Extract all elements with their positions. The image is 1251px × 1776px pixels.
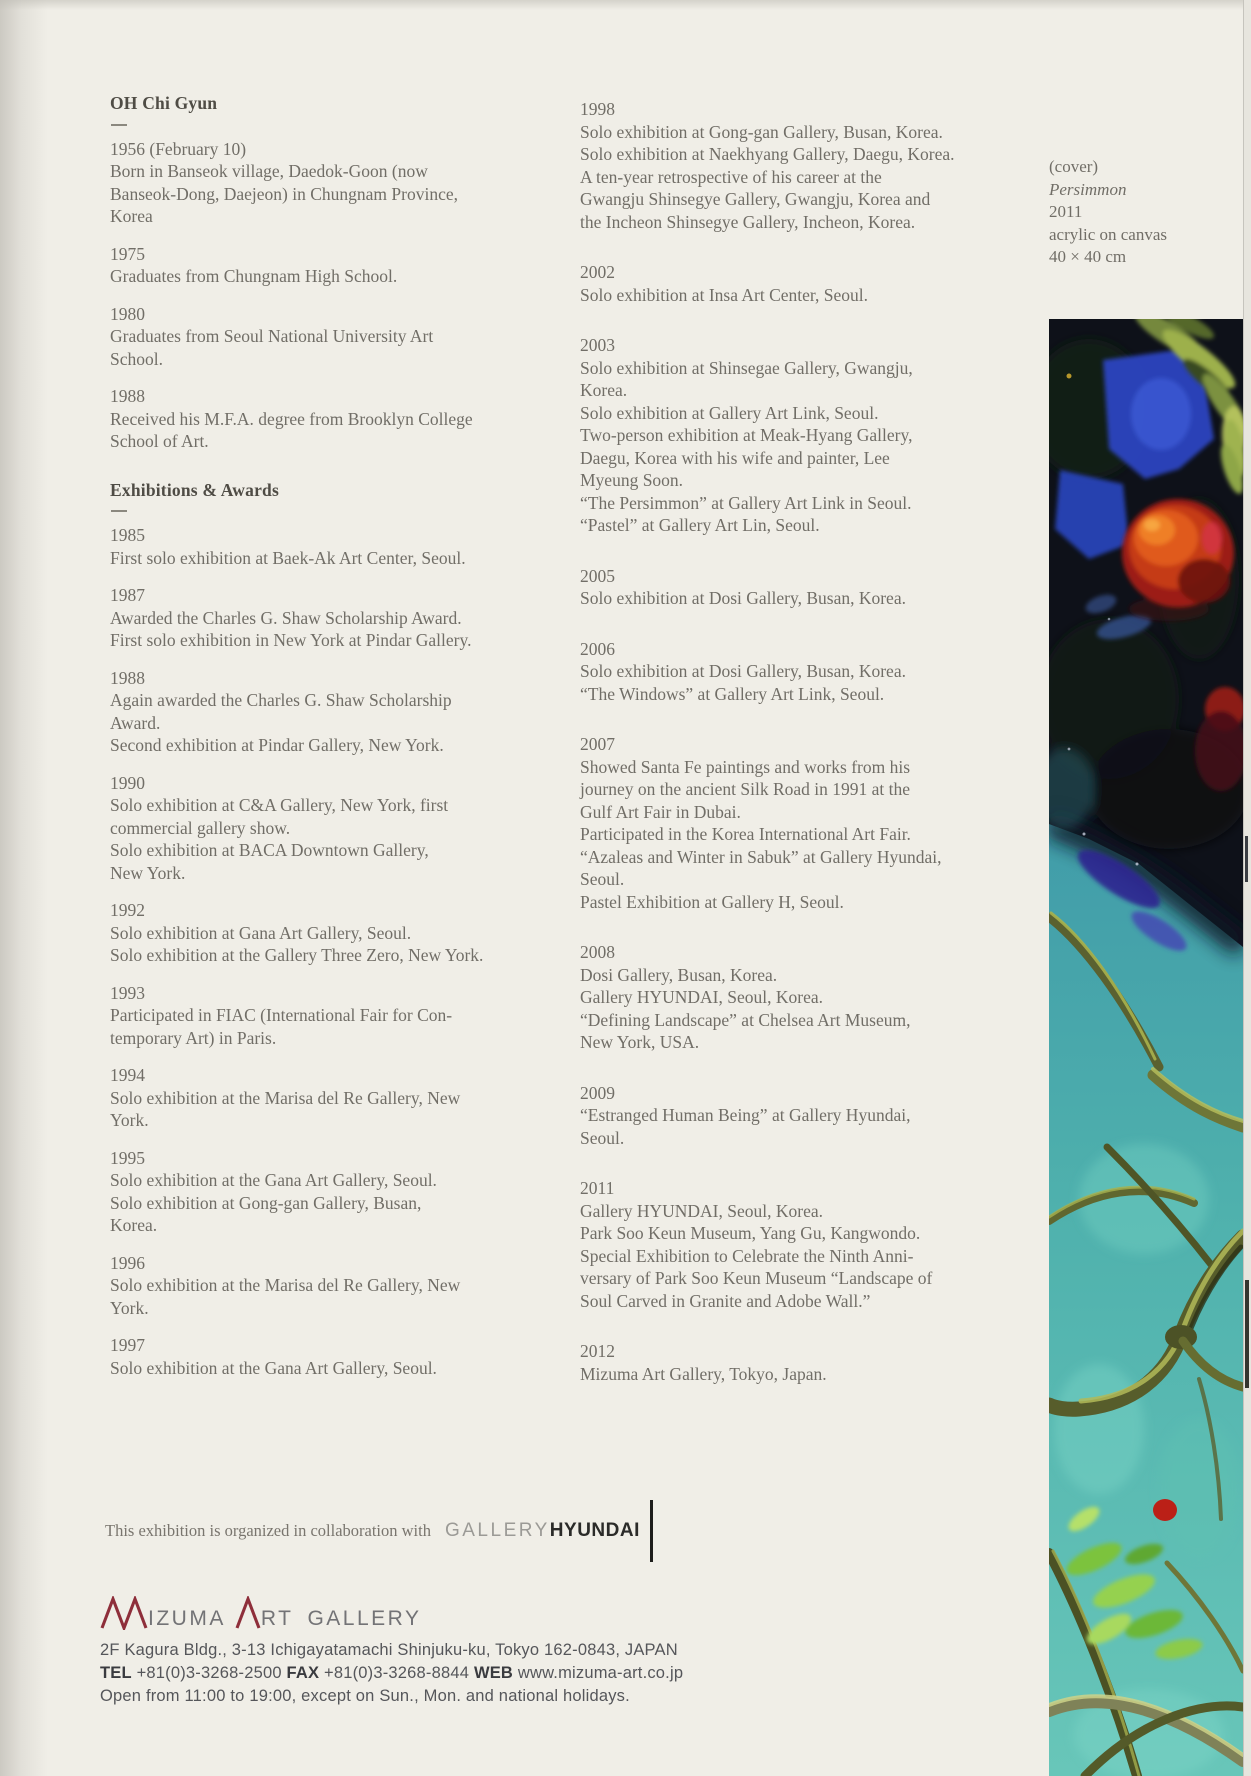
entry-line: Korea. (110, 1215, 158, 1235)
timeline-entry (580, 638, 1045, 706)
header-rule (111, 124, 127, 126)
artist-name: OH Chi Gyun (110, 93, 218, 113)
entry-line: A ten-year retrospective of his career at the (580, 166, 882, 187)
entry-year: 2005 (580, 565, 615, 586)
cover-artwork-year: 2011 (1049, 202, 1083, 221)
timeline-entry (110, 524, 565, 569)
entry-line: Solo exhibition at the Gana Art Gallery, Seoul. (110, 1170, 437, 1190)
cover-artwork-title: Persimmon (1049, 179, 1127, 199)
bio-entry-list (110, 138, 565, 453)
fax-value: +81(0)3-3268-8844 (324, 1664, 470, 1682)
entry-line: York. (110, 1297, 149, 1318)
entry-line: Gwangju Shinsegye Gallery, Gwangju, Korea and (580, 189, 931, 209)
entry-line: “The Windows” at Gallery Art Link, Seoul. (580, 683, 885, 704)
mizuma-logo-gallery: GALLERY (307, 1607, 422, 1630)
timeline-column (580, 92, 1045, 1385)
gallery-hyundai-logo-hyundai: HYUNDAI (549, 1520, 640, 1541)
entry-line: Park Soo Keun Museum, Yang Gu, Kangwondo. (580, 1223, 921, 1243)
timeline-entry (580, 261, 1045, 306)
entry-year: 1994 (110, 1065, 145, 1085)
entry-line: Solo exhibition at Dosi Gallery, Busan, Korea. (580, 661, 906, 681)
entry-line: Participated in FIAC (International Fair for Con- (110, 1005, 453, 1025)
timeline-entry (580, 565, 1045, 610)
timeline-entry (110, 584, 565, 652)
timeline-entry (110, 772, 565, 885)
web-value: www.mizuma-art.co.jp (517, 1664, 684, 1682)
entry-line: Korea (110, 206, 153, 226)
entry-line: Soul Carved in Granite and Adobe Wall.” (580, 1290, 871, 1311)
timeline-entry (110, 138, 565, 228)
entry-line: Award. (110, 712, 161, 733)
entry-line: Two-person exhibition at Meak-Hyang Gallery, (580, 425, 913, 445)
entry-line: Graduates from Seoul National University Art (110, 326, 434, 346)
timeline-entry-list (580, 98, 1045, 1385)
gallery-hyundai-logo-bar (650, 1500, 653, 1562)
entry-year: 1988 (110, 667, 145, 688)
entry-line: “Azaleas and Winter in Sabuk” at Gallery Hyundai, (580, 846, 942, 867)
entry-year: 2006 (580, 638, 615, 659)
entry-year: 2007 (580, 734, 615, 754)
entry-line: “Estranged Human Being” at Gallery Hyundai, (580, 1105, 911, 1125)
entry-year: 2003 (580, 335, 615, 355)
entry-line: Seoul. (580, 1127, 625, 1148)
gallery-hyundai-logo-gallery: GALLERY (444, 1520, 550, 1541)
entry-line: School of Art. (110, 431, 209, 451)
timeline-entry (110, 982, 565, 1050)
persimmon-painting-art (1049, 319, 1243, 1776)
entry-year: 1987 (110, 585, 145, 605)
cover-caption (1049, 156, 1167, 269)
timeline-entry (110, 1334, 565, 1379)
entry-line: York. (110, 1110, 149, 1130)
entry-line: Participated in the Korea International Art Fair. (580, 824, 911, 844)
timeline-entry (580, 334, 1045, 537)
entry-line: “Pastel” at Gallery Art Lin, Seoul. (580, 515, 820, 535)
mizuma-gallery-block (100, 1596, 683, 1708)
entry-line: Solo exhibition at Insa Art Center, Seoul. (580, 284, 869, 305)
timeline-entry (110, 303, 565, 371)
entry-line: School. (110, 348, 163, 369)
timeline-entry (110, 899, 565, 967)
entry-line: Born in Banseok village, Daedok-Goon (now (110, 161, 428, 181)
timeline-entry (110, 667, 565, 757)
cover-artwork-medium: acrylic on canvas (1049, 224, 1167, 244)
entry-line: Pastel Exhibition at Gallery H, Seoul. (580, 891, 844, 912)
entry-line: Daegu, Korea with his wife and painter, Lee (580, 447, 890, 468)
tel-value: +81(0)3-3268-2500 (136, 1664, 282, 1682)
entry-year: 1980 (110, 303, 145, 324)
entry-year: 1996 (110, 1252, 145, 1273)
entry-line: Dosi Gallery, Busan, Korea. (580, 964, 778, 985)
entry-line: Gallery HYUNDAI, Seoul, Korea. (580, 1200, 823, 1221)
mizuma-contact (100, 1639, 683, 1708)
entry-line: Again awarded the Charles G. Shaw Scholarship (110, 690, 452, 710)
timeline-entry (580, 733, 1045, 913)
entry-year: 2011 (580, 1178, 615, 1198)
timeline-entry (110, 243, 565, 288)
bio-column (110, 92, 565, 1379)
collaboration-credit (105, 1499, 653, 1563)
facing-page-edge (1243, 0, 1251, 1776)
entry-line: Solo exhibition at Dosi Gallery, Busan, Korea. (580, 588, 906, 608)
entry-line: Solo exhibition at BACA Downtown Gallery, (110, 840, 429, 860)
entry-line: commercial gallery show. (110, 817, 291, 838)
entry-year: 2009 (580, 1082, 615, 1103)
header-rule (111, 510, 127, 512)
entry-line: Graduates from Chungnam High School. (110, 266, 398, 286)
entry-line: Korea. (580, 380, 628, 400)
entry-line: Mizuma Art Gallery, Tokyo, Japan. (580, 1363, 827, 1384)
facing-page-dark-segment (1245, 1280, 1249, 1388)
entry-line: New York. (110, 862, 186, 883)
entry-line: Gallery HYUNDAI, Seoul, Korea. (580, 987, 823, 1007)
entry-line: “The Persimmon” at Gallery Art Link in Seoul. (580, 492, 912, 513)
entry-line: Solo exhibition at Gong-gan Gallery, Busan, (110, 1192, 422, 1213)
timeline-entry (110, 1252, 565, 1320)
entry-line: First solo exhibition at Baek-Ak Art Center, Seoul. (110, 547, 466, 568)
mizuma-address: 2F Kagura Bldg., 3-13 Ichigayatamachi Shinjuku-ku, Tokyo 162-0843, JAPAN (100, 1641, 678, 1659)
entry-line: Solo exhibition at Shinsegae Gallery, Gwangju, (580, 357, 913, 378)
entry-year: 1998 (580, 99, 615, 119)
timeline-entry (110, 1064, 565, 1132)
entry-line: Solo exhibition at Gallery Art Link, Seoul. (580, 402, 879, 423)
page-left-shadow-edge (0, 0, 48, 1776)
entry-year: 1956 (February 10) (110, 138, 247, 159)
timeline-entry (580, 941, 1045, 1054)
cover-painting-persimmon (1049, 319, 1243, 1776)
entry-line: Solo exhibition at Naekhyang Gallery, Daegu, Korea. (580, 144, 955, 164)
cover-artwork-size: 40 × 40 cm (1049, 247, 1127, 266)
entry-year: 2012 (580, 1341, 615, 1361)
entry-year: 1990 (110, 772, 145, 793)
fax-label: FAX (286, 1664, 320, 1682)
entry-year: 1975 (110, 243, 145, 264)
entry-line: temporary Art) in Paris. (110, 1027, 277, 1048)
tel-label: TEL (100, 1664, 132, 1682)
timeline-entry (580, 1082, 1045, 1150)
entry-line: Solo exhibition at Gong-gan Gallery, Busan, Korea. (580, 121, 943, 142)
timeline-entry (580, 1340, 1045, 1385)
page-top-shadow-edge (0, 0, 1251, 10)
entry-line: Second exhibition at Pindar Gallery, New York. (110, 735, 444, 755)
timeline-entry (110, 385, 565, 453)
entry-line: Banseok-Dong, Daejeon) in Chungnam Province, (110, 183, 458, 204)
entry-line: Solo exhibition at C&A Gallery, New York, first (110, 795, 449, 815)
entry-line: versary of Park Soo Keun Museum “Landscape of (580, 1268, 933, 1288)
mizuma-logo-m-icon (100, 1596, 148, 1630)
mizuma-tel-fax-web (100, 1662, 683, 1685)
entry-year: 1995 (110, 1147, 145, 1168)
entry-line: Solo exhibition at the Marisa del Re Gallery, New (110, 1087, 461, 1108)
entry-line: “Defining Landscape” at Chelsea Art Museum, (580, 1009, 911, 1030)
entry-line: Solo exhibition at Gana Art Gallery, Seoul. (110, 922, 412, 943)
mizuma-logo-a-icon (235, 1596, 261, 1630)
entry-line: Solo exhibition at the Gallery Three Zero, New York. (110, 945, 484, 965)
entry-line: journey on the ancient Silk Road in 1991 at the (580, 779, 911, 799)
entry-line: Received his M.F.A. degree from Brooklyn College (110, 408, 473, 429)
entry-line: Solo exhibition at the Marisa del Re Gallery, New (110, 1275, 461, 1295)
entry-year: 1988 (110, 386, 145, 406)
entry-year: 1985 (110, 525, 145, 545)
mizuma-logo-rt: RT (260, 1607, 294, 1630)
entry-line: New York, USA. (580, 1032, 700, 1052)
entry-line: First solo exhibition in New York at Pindar Gallery. (110, 630, 472, 650)
entry-line: Awarded the Charles G. Shaw Scholarship Award. (110, 607, 462, 628)
mizuma-logo (100, 1596, 683, 1630)
web-label: WEB (473, 1664, 514, 1682)
entry-line: Gulf Art Fair in Dubai. (580, 801, 741, 822)
mizuma-hours: Open from 11:00 to 19:00, except on Sun., Mon. and national holidays. (100, 1687, 630, 1705)
entry-year: 1993 (110, 982, 145, 1003)
facing-page-dark-segment (1245, 836, 1248, 882)
entry-year: 1992 (110, 900, 145, 920)
entry-line: Myeung Soon. (580, 470, 684, 490)
timeline-entry (580, 98, 1045, 233)
entry-year: 1997 (110, 1335, 145, 1355)
entry-line: Solo exhibition at the Gana Art Gallery, Seoul. (110, 1357, 437, 1378)
awards-entry-list (110, 524, 565, 1379)
timeline-entry (110, 1147, 565, 1237)
timeline-entry (580, 1177, 1045, 1312)
cover-label: (cover) (1049, 157, 1099, 176)
entry-year: 2008 (580, 942, 615, 962)
section-title-exhibitions: Exhibitions & Awards (110, 479, 279, 500)
facing-page-hairline (1243, 0, 1244, 1776)
collaboration-text: This exhibition is organized in collaboration with (105, 1521, 431, 1540)
entry-line: the Incheon Shinsegye Gallery, Incheon, Korea. (580, 211, 916, 232)
mizuma-logo-izuma: IZUMA (148, 1607, 226, 1630)
entry-line: Special Exhibition to Celebrate the Ninth Anni- (580, 1245, 914, 1266)
entry-line: Seoul. (580, 869, 625, 889)
entry-year: 2002 (580, 262, 615, 282)
small-red-fruit (1153, 1499, 1177, 1521)
entry-line: Showed Santa Fe paintings and works from his (580, 756, 911, 777)
